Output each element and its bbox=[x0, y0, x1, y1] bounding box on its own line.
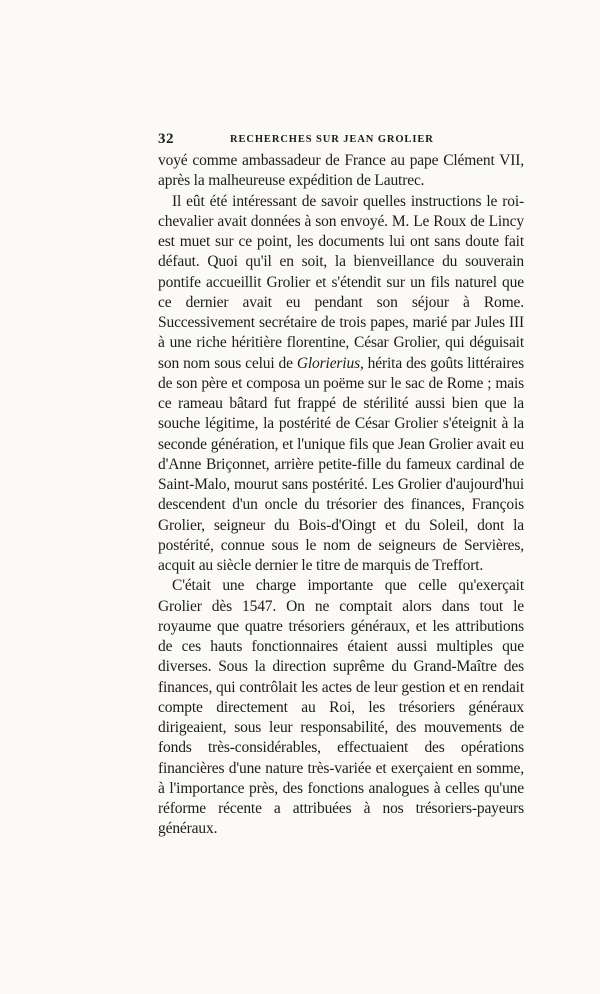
running-title: RECHERCHES SUR JEAN GROLIER bbox=[230, 134, 434, 145]
paragraph-instructions bbox=[158, 192, 524, 577]
paragraph-continuation: voyé comme ambassadeur de France au pape Clément VII, après la malheureuse expédition de Lautrec. bbox=[158, 152, 524, 190]
page-header bbox=[158, 131, 524, 151]
paragraph-text: Il eût été intéressant de savoir quelles instructions le roi-chevalier avait données à son envoyé. M. Le Roux de Lincy est muet sur ce point, les documents lui ont sans doute fait défaut. Quoi qu'il en soit, la bienveillance du souverain pontife accueillit Grolier et s'étendit sur un fils naturel que ce dernier avait eu pendant son séjour à Rome. Successivement secrétaire de trois papes, marié par Jules III à une riche héritière florentine, César Grolier, qui déguisait son nom sous celui de bbox=[158, 192, 524, 372]
paragraph-text: , hérita des goûts littéraires de son père et composa un poëme sur le sac de Rome ; mais ce rameau bâtard fut frappé de stérilité aussi bien que la souche légitime, la postérité de César Grolier s'éteignit à la seconde génération, et l'unique fils que Jean Grolier avait eu d'Anne Briçonnet, arrière petite-fille du fameux cardinal de Saint-Malo, mourut sans postérité. Les Grolier d'aujourd'hui descendent d'un oncle du trésorier des finances, François Grolier, seigneur du Bois-d'Oingt et du Soleil, dont la postérité, connue sous le nom de seigneurs de Servières, acquit au siècle dernier le titre de marquis de Treffort. bbox=[158, 354, 524, 574]
body-text bbox=[158, 151, 524, 840]
page-number: 32 bbox=[158, 131, 174, 147]
paragraph-charge: C'était une charge importante que celle qu'exerçait Grolier dès 1547. On ne comptait alors dans tout le royaume que quatre trésoriers généraux, et les attributions de ces hauts fonctionnaires étaient aussi multiples que diverses. Sous la direction suprême du Grand-Maître des finances, qui contrôlait les actes de leur gestion et en rendait compte directement au Roi, les trésoriers généraux dirigeaient, sous leur responsabilité, des mouvements de fonds très-considérables, effectuaient des opérations financières d'une nature très-variée et exerçaient en somme, à l'importance près, des fonctions analogues à celles qu'une réforme récente a attribuées à nos trésoriers-payeurs généraux. bbox=[158, 577, 524, 838]
italic-name: Glorierius bbox=[296, 354, 360, 372]
